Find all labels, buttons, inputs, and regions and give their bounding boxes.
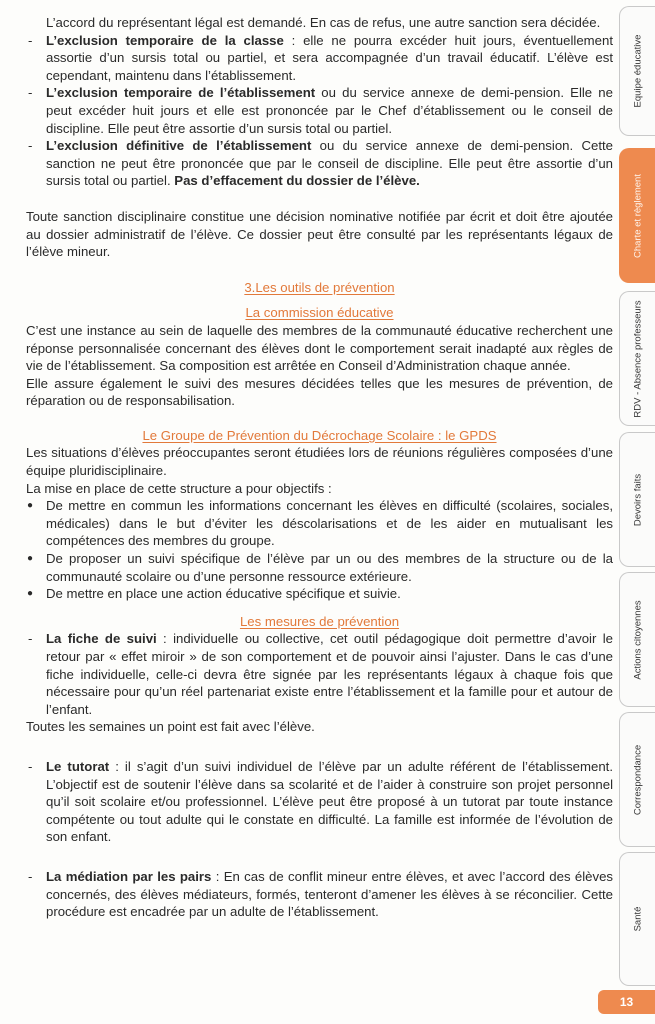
list-item: ● De mettre en place une action éducative spécifique et suivie. bbox=[26, 585, 613, 603]
mediation-list bbox=[26, 868, 613, 921]
sanction-title: L’exclusion définitive de l’établissement bbox=[46, 138, 312, 154]
commission-paragraph: C’est une instance au sein de laquelle des membres de la communauté éducative recherchent une réponse personnalisée concernant des élèves dont le comportement serait inadapté aux règles de vie de l’établissement. Sa composition est arrêtée en Conseil d’Administration chaque année. bbox=[26, 322, 613, 374]
sanction-title: L’exclusion temporaire de la classe bbox=[46, 32, 284, 48]
tab-equipe-educative[interactable] bbox=[619, 6, 655, 136]
side-tabs bbox=[619, 6, 655, 986]
gpds-paragraph: Les situations d’élèves préoccupantes seront étudiées lors de réunions régulières composées d’une équipe pluridisciplinaire. bbox=[26, 445, 613, 479]
list-item: ● De proposer un suivi spécifique de l’élève par un ou des membres de la structure ou de la communauté scolaire ou d’une personne ressource extérieure. bbox=[26, 550, 613, 585]
sanction-title: L’exclusion temporaire de l’établissement bbox=[46, 85, 316, 101]
tab-label: Santé bbox=[632, 906, 643, 932]
tab-charte-reglement[interactable] bbox=[619, 148, 655, 283]
fiche-title: La fiche de suivi bbox=[46, 631, 157, 647]
page-number: 13 bbox=[598, 990, 655, 1014]
commission-paragraph: Elle assure également le suivi des mesures décidées telles que les mesures de prévention, de réparation ou de responsabilisation. bbox=[26, 375, 613, 409]
tab-label: Correspondance bbox=[632, 744, 643, 815]
sanction-item bbox=[26, 84, 613, 137]
tab-label: RDV - Absence professeurs bbox=[632, 299, 643, 418]
fiche-followup: Toutes les semaines un point est fait avec l’élève. bbox=[26, 719, 315, 735]
sanction-note: Toute sanction disciplinaire constitue une décision nominative notifiée par écrit et doit être ajoutée au dossier administratif de l’élève. Ce dossier peut être consulté par les représentants légaux de l’élève mineur. bbox=[26, 208, 613, 260]
page-content bbox=[26, 14, 613, 921]
sanction-item bbox=[26, 32, 613, 85]
tab-label: Devoirs faits bbox=[632, 473, 643, 526]
tab-sante[interactable] bbox=[619, 852, 655, 986]
list-item bbox=[26, 758, 613, 846]
section-title: 3.Les outils de prévention bbox=[244, 279, 395, 295]
tutorat-list bbox=[26, 758, 613, 846]
tab-correspondance[interactable] bbox=[619, 712, 655, 847]
tutorat-text: : il s’agit d’un suivi individuel de l’élève par un adulte référent de l’établissement. L’objectif est de soutenir l’élève dans sa scolarité et de l’aider à construire son projet personnel qu’il soit scolaire et/ou professionnel. L’élève peut être proposé à un tutorat par toute instance compétente ou tout adulte qui le constate en difficulté. La famille est informée de l’évolution de son enfant. bbox=[46, 758, 614, 845]
mediation-title: La médiation par les pairs bbox=[46, 868, 212, 884]
tab-actions-citoyennes[interactable] bbox=[619, 572, 655, 707]
sanction-text: ou du service annexe de demi-pension. Cette sanction ne peut être prononcée que par le conseil de discipline. Elle peut être assortie d’un sursis total ou partiel. bbox=[46, 138, 614, 189]
commission-title: La commission éducative bbox=[245, 305, 394, 321]
mesures-title: Les mesures de prévention bbox=[239, 613, 400, 629]
mesures-list bbox=[26, 630, 613, 718]
fiche-text: : individuelle ou collective, cet outil pédagogique doit permettre d’avoir le retour par « effet miroir » de son comportement et de pouvoir ainsi l’ajuster. Dans le cas d’une fiche individuelle, celle-ci devra être signée par les représentants légaux à chaque fois que nécessaire pour qu’un réel partenariat existe entre l’établissement et la famille pour et autour de l’enfant. bbox=[46, 631, 614, 717]
sanctions-list bbox=[26, 32, 613, 190]
tab-label: Equipe éducative bbox=[632, 34, 643, 108]
sanction-intro-text: L’accord du représentant légal est demandé. En cas de refus, une autre sanction sera décidée. bbox=[46, 15, 601, 30]
tab-label: Charte et règlement bbox=[632, 173, 643, 258]
sanction-text: ou du service annexe de demi-pension. Elle ne peut excéder huit jours et elle est prononcée par le Chef d’établissement ou le conseil de discipline. Elle peut être assortie d’un sursis total ou partiel. bbox=[46, 85, 613, 136]
list-item bbox=[26, 868, 613, 921]
list-item: ● De mettre en commun les informations concernant les élèves en difficulté (scolaires, sociales, médicales) dans le but d’éviter les déscolarisations et de les aider en mutualisant les compétences des membres du groupe. bbox=[26, 497, 613, 550]
tab-label: Actions citoyennes bbox=[632, 599, 643, 680]
mediation-text: : En cas de conflit mineur entre élèves, et avec l’accord des élèves concernés, des élèves médiateurs, formés, tenteront d’amener les élèves à se réconcilier. Cette procédure est encadrée par un adulte de l’établissement. bbox=[46, 868, 613, 920]
gpds-title: Le Groupe de Prévention du Décrochage Scolaire : le GPDS bbox=[142, 427, 497, 443]
gpds-paragraph: La mise en place de cette structure a pour objectifs : bbox=[26, 480, 332, 496]
list-item bbox=[26, 630, 613, 718]
tab-devoirs-faits[interactable] bbox=[619, 432, 655, 567]
sanction-text: : elle ne pourra excéder huit jours, éventuellement assortie d’un sursis total ou partiel, et sera accompagnée d’un travail éducatif. L’élève est cependant, maintenu dans l’établissement. bbox=[46, 32, 613, 83]
gpds-objectives-list bbox=[26, 497, 613, 603]
sanction-item bbox=[26, 137, 613, 190]
tutorat-title: Le tutorat bbox=[46, 758, 110, 774]
tab-rdv-absence[interactable] bbox=[619, 291, 655, 426]
sanction-emphasis: Pas d’effacement du dossier de l’élève. bbox=[174, 173, 420, 189]
